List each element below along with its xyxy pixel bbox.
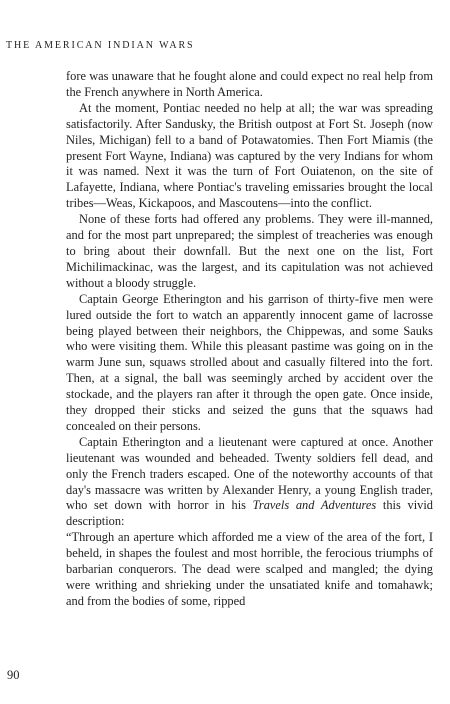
paragraph-captured-text: Captain Etherington and a lieutenant were captured at once. Another lieutenant was wounded and beheaded. Twenty soldiers fell dead, and only the French traders escaped. One of the noteworthy accounts of that day's massacre was written by Alexander Henry, a young English trader, who set down with horror in his	[66, 434, 433, 513]
page-number: 90	[7, 668, 20, 682]
page-body	[66, 69, 433, 610]
paragraph-captured	[66, 435, 433, 530]
paragraph-forts: None of these forts had offered any problems. They were ill-manned, and for the most part unprepared; the simplest of treacheries was enough to bring about their downfall. But the next one on the list, Fort Michilimackinac, was the largest, and its capitulation was not achieved without a bloody struggle.	[66, 212, 433, 290]
paragraph-lacrosse: Captain George Etherington and his garrison of thirty-five men were lured outside the fort to watch an apparently innocent game of lacrosse being played between their neighbors, the Chippewas, and some Sauks who were visiting them. While this pleasant pastime was going on in the warm June sun, squaws strolled about and casually filtered into the fort. Then, at a signal, the ball was seemingly arched by accident over the stockade, and the players ran after it through the open gate. Once inside, they dropped their sticks and seized the guns that the squaws had concealed on their persons.	[66, 291, 433, 433]
block-quote: “Through an aperture which afforded me a view of the area of the fort, I beheld, in shapes the foulest and most horrible, the ferocious triumphs of barbarian conquerors. The dead were scalped and mangled; the dying were writhing and shrieking under the unsatiated knife and tomahawk; and from the bodies of some, ripped	[66, 530, 433, 608]
paragraph-pontiac-war: At the moment, Pontiac needed no help at all; the war was spreading satisfactorily. After Sandusky, the British outpost at Fort St. Joseph (now Niles, Michigan) fell to a band of Potawatomies. Then Fort Miamis (the present Fort Wayne, Indiana) was captured by the very Indians for whom it was named. Next it was the turn of Fort Ouiatenon, on the site of Lafayette, Indiana, where Pontiac's traveling emissaries brought the local tribes—Weas, Kickapoos, and Mascoutens—into the conflict.	[66, 100, 433, 211]
book-title: Travels and Adventures	[252, 498, 377, 513]
paragraph-captured-end: this vivid description:	[66, 498, 434, 529]
paragraph-continued: fore was unaware that he fought alone and could expect no real help from the French anywhere in North America.	[66, 69, 433, 99]
running-header: THE AMERICAN INDIAN WARS	[6, 40, 195, 51]
